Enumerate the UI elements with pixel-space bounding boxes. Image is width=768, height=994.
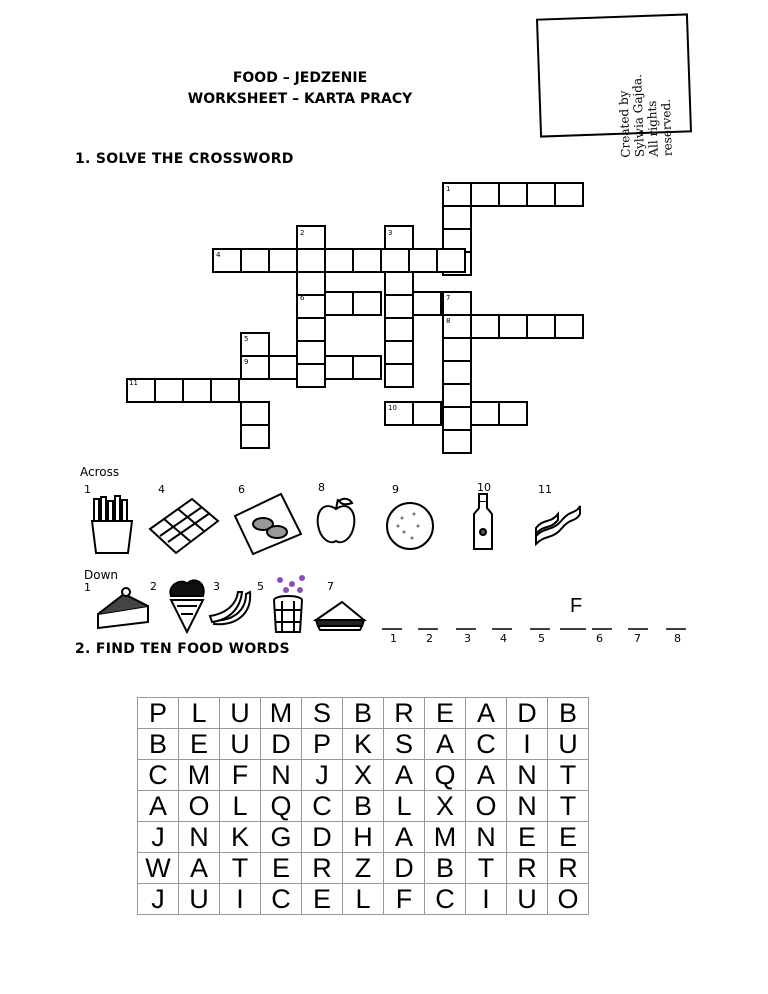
blank-number: 8	[674, 632, 681, 645]
crossword-cell[interactable]	[297, 341, 325, 364]
crossword-cell[interactable]	[297, 364, 325, 387]
down-heading: Down	[84, 568, 119, 582]
grid-letter[interactable]: S	[384, 729, 425, 760]
stamp-line: reserved.	[658, 98, 675, 157]
stamp-line: Sylwia Gajda.	[629, 73, 647, 158]
grid-letter[interactable]: L	[343, 884, 384, 915]
crossword-cell[interactable]	[381, 249, 409, 272]
crossword-cell[interactable]	[353, 249, 381, 272]
blank-number: 5	[538, 632, 545, 645]
grid-letter[interactable]: G	[261, 822, 302, 853]
grid-letter[interactable]: F	[384, 884, 425, 915]
grid-letter[interactable]: U	[220, 729, 261, 760]
section-crossword-title: 1. SOLVE THE CROSSWORD	[75, 151, 294, 167]
crossword-cell[interactable]	[555, 183, 583, 206]
across-heading: Across	[80, 465, 120, 479]
grid-letter[interactable]: Z	[343, 853, 384, 884]
clue-number: 1	[84, 581, 91, 594]
grid-letter[interactable]: U	[507, 884, 548, 915]
clue-number: 3	[213, 580, 220, 593]
crossword-number: 5	[244, 335, 249, 343]
crossword-number: 9	[244, 358, 249, 366]
pizza-icon	[384, 500, 436, 552]
grid-letter[interactable]: O	[179, 791, 220, 822]
grid-letter[interactable]: K	[220, 822, 261, 853]
crossword-cell[interactable]	[413, 402, 441, 425]
crossword-cell[interactable]	[241, 425, 269, 448]
crossword-cell[interactable]	[297, 249, 325, 272]
grid-letter[interactable]: T	[220, 853, 261, 884]
crossword-cell[interactable]	[269, 356, 297, 379]
clue-number: 9	[392, 483, 399, 496]
grid-letter[interactable]: R	[507, 853, 548, 884]
grid-letter[interactable]: C	[261, 884, 302, 915]
blank-number: 1	[390, 632, 397, 645]
crossword-cell[interactable]	[437, 249, 465, 272]
grid-letter[interactable]: D	[507, 698, 548, 729]
grid-letter[interactable]: B	[343, 698, 384, 729]
grid-letter[interactable]: L	[384, 791, 425, 822]
grid-letter[interactable]: Q	[261, 791, 302, 822]
grid-letter[interactable]: N	[507, 760, 548, 791]
grid-letter[interactable]: N	[466, 822, 507, 853]
grid-letter[interactable]: I	[507, 729, 548, 760]
clue-number: 5	[257, 580, 264, 593]
grid-letter[interactable]: K	[343, 729, 384, 760]
crossword-cell[interactable]	[443, 206, 471, 229]
grid-letter[interactable]: R	[384, 698, 425, 729]
grid-letter[interactable]: P	[302, 729, 343, 760]
stamp-line: Created by	[616, 90, 633, 158]
grid-letter[interactable]: A	[179, 853, 220, 884]
clue-number: 1	[84, 483, 91, 496]
crossword-cell[interactable]	[241, 402, 269, 425]
grid-letter[interactable]: J	[302, 760, 343, 791]
grid-row	[138, 698, 589, 729]
grid-letter[interactable]: M	[261, 698, 302, 729]
grid-letter[interactable]: E	[425, 698, 466, 729]
grid-letter[interactable]: U	[179, 884, 220, 915]
grid-letter[interactable]: I	[220, 884, 261, 915]
clue-number: 11	[538, 483, 552, 496]
grid-row	[138, 884, 589, 915]
blank-number: 6	[596, 632, 603, 645]
crossword-cell[interactable]	[443, 361, 471, 384]
crossword-cell[interactable]	[413, 292, 441, 315]
word-search-grid	[137, 697, 589, 915]
grid-letter[interactable]: A	[384, 822, 425, 853]
grid-letter[interactable]: C	[302, 791, 343, 822]
grid-letter[interactable]: E	[179, 729, 220, 760]
stamp-line: All rights	[644, 100, 661, 157]
grid-letter[interactable]: X	[425, 791, 466, 822]
sandwich-icon	[312, 598, 368, 634]
crossword-cell[interactable]	[499, 402, 527, 425]
crossword-cell[interactable]	[297, 272, 325, 295]
clue-number: 4	[158, 483, 165, 496]
grid-letter[interactable]: O	[548, 884, 589, 915]
grid-letter[interactable]: M	[425, 822, 466, 853]
crossword-cell[interactable]	[471, 402, 499, 425]
crossword-cell[interactable]	[183, 379, 211, 402]
grid-letter[interactable]: L	[220, 791, 261, 822]
ice-cream-icon	[163, 576, 211, 634]
grid-letter[interactable]: R	[302, 853, 343, 884]
cake-slice-icon	[94, 584, 154, 630]
worksheet-subtitle: WORKSHEET – KARTA PRACY	[187, 91, 413, 107]
crossword-cell[interactable]	[385, 318, 413, 341]
crossword-cell[interactable]	[443, 430, 471, 453]
grid-letter[interactable]: E	[261, 853, 302, 884]
grid-letter[interactable]: N	[261, 760, 302, 791]
honey-barrel-icon	[260, 574, 316, 636]
crossword-cell[interactable]	[499, 315, 527, 338]
grid-letter[interactable]: J	[138, 884, 179, 915]
crossword-number: 4	[216, 251, 221, 259]
grid-letter[interactable]: C	[425, 884, 466, 915]
crossword-cell[interactable]	[443, 407, 471, 430]
banana-icon	[208, 586, 252, 626]
grid-letter[interactable]: A	[384, 760, 425, 791]
crossword-number: 11	[129, 379, 138, 387]
crossword-cell[interactable]	[443, 338, 471, 361]
crossword-cell[interactable]	[297, 318, 325, 341]
clue-number: 6	[238, 483, 245, 496]
grid-letter[interactable]: B	[425, 853, 466, 884]
grid-row	[138, 760, 589, 791]
section-wordsearch-title: 2. FIND TEN FOOD WORDS	[75, 641, 290, 657]
grid-letter[interactable]: E	[548, 822, 589, 853]
crossword-cell[interactable]	[409, 249, 437, 272]
grid-letter[interactable]: E	[302, 884, 343, 915]
grid-letter[interactable]: A	[138, 791, 179, 822]
grid-letter[interactable]: F	[220, 760, 261, 791]
grid-letter[interactable]: Q	[425, 760, 466, 791]
grid-letter[interactable]: R	[548, 853, 589, 884]
crossword-cell[interactable]	[385, 295, 413, 318]
grid-letter[interactable]: H	[343, 822, 384, 853]
clue-number: 7	[327, 580, 334, 593]
grid-letter[interactable]: W	[138, 853, 179, 884]
grid-letter[interactable]: D	[261, 729, 302, 760]
grid-letter[interactable]: D	[302, 822, 343, 853]
bottle-icon	[470, 492, 496, 552]
crossword-cell[interactable]	[241, 249, 269, 272]
grid-letter[interactable]: I	[466, 884, 507, 915]
crossword-number: 3	[388, 229, 393, 237]
grid-letter[interactable]: B	[343, 791, 384, 822]
crossword-number: 8	[446, 317, 451, 325]
crossword-number: 7	[446, 294, 451, 302]
grid-letter[interactable]: T	[466, 853, 507, 884]
grid-letter[interactable]: C	[138, 760, 179, 791]
clue-number: 2	[150, 580, 157, 593]
grid-letter[interactable]: U	[220, 698, 261, 729]
grid-row	[138, 791, 589, 822]
blank-number: 2	[426, 632, 433, 645]
crossword-number: 10	[388, 404, 397, 412]
grid-letter[interactable]: X	[343, 760, 384, 791]
crossword-cell[interactable]	[353, 292, 381, 315]
crossword-cell[interactable]	[443, 384, 471, 407]
worksheet-title: FOOD – JEDZENIE	[232, 70, 368, 86]
grid-letter[interactable]: A	[425, 729, 466, 760]
crossword-cell[interactable]	[471, 183, 499, 206]
crossword-cell[interactable]	[499, 183, 527, 206]
blank-number: 7	[634, 632, 641, 645]
grid-letter[interactable]: A	[466, 760, 507, 791]
grid-letter[interactable]: T	[548, 760, 589, 791]
crossword-number: 6	[300, 294, 305, 302]
grid-letter[interactable]: E	[507, 822, 548, 853]
crossword-cell[interactable]	[211, 379, 239, 402]
grid-letter[interactable]: T	[548, 791, 589, 822]
grid-letter[interactable]: M	[179, 760, 220, 791]
chocolate-bar-icon	[146, 495, 222, 557]
crossword-cell[interactable]	[325, 292, 353, 315]
crossword-cell[interactable]	[527, 183, 555, 206]
password-given-letter: F	[570, 595, 583, 617]
crossword-cell[interactable]	[385, 341, 413, 364]
crossword-cell[interactable]	[385, 272, 413, 295]
fries-icon	[86, 495, 138, 555]
grid-row	[138, 853, 589, 884]
crossword-cell[interactable]	[385, 364, 413, 387]
grid-letter[interactable]: L	[179, 698, 220, 729]
blank-number: 3	[464, 632, 471, 645]
grid-row	[138, 822, 589, 853]
grid-letter[interactable]: J	[138, 822, 179, 853]
crossword-cell[interactable]	[527, 315, 555, 338]
grid-letter[interactable]: N	[507, 791, 548, 822]
crossword-cell[interactable]	[325, 356, 353, 379]
grid-row	[138, 729, 589, 760]
grid-letter[interactable]: N	[179, 822, 220, 853]
crossword-cell[interactable]	[325, 249, 353, 272]
grid-letter[interactable]: B	[138, 729, 179, 760]
crossword-number: 1	[446, 185, 451, 193]
grid-letter[interactable]: D	[384, 853, 425, 884]
grid-letter[interactable]: U	[548, 729, 589, 760]
clue-number: 10	[477, 481, 491, 494]
crossword-cell[interactable]	[555, 315, 583, 338]
bacon-icon	[532, 500, 584, 546]
crossword-cell[interactable]	[269, 249, 297, 272]
grid-letter[interactable]: S	[302, 698, 343, 729]
clue-number: 8	[318, 481, 325, 494]
crossword-cell[interactable]	[155, 379, 183, 402]
chips-bag-icon	[231, 490, 305, 556]
apple-icon	[314, 495, 358, 547]
crossword-number: 2	[300, 229, 305, 237]
blank-number: 4	[500, 632, 507, 645]
crossword-cell[interactable]	[471, 315, 499, 338]
grid-letter[interactable]: A	[466, 698, 507, 729]
grid-letter[interactable]: P	[138, 698, 179, 729]
grid-letter[interactable]: B	[548, 698, 589, 729]
crossword-cell[interactable]	[353, 356, 381, 379]
grid-letter[interactable]: C	[466, 729, 507, 760]
grid-letter[interactable]: O	[466, 791, 507, 822]
